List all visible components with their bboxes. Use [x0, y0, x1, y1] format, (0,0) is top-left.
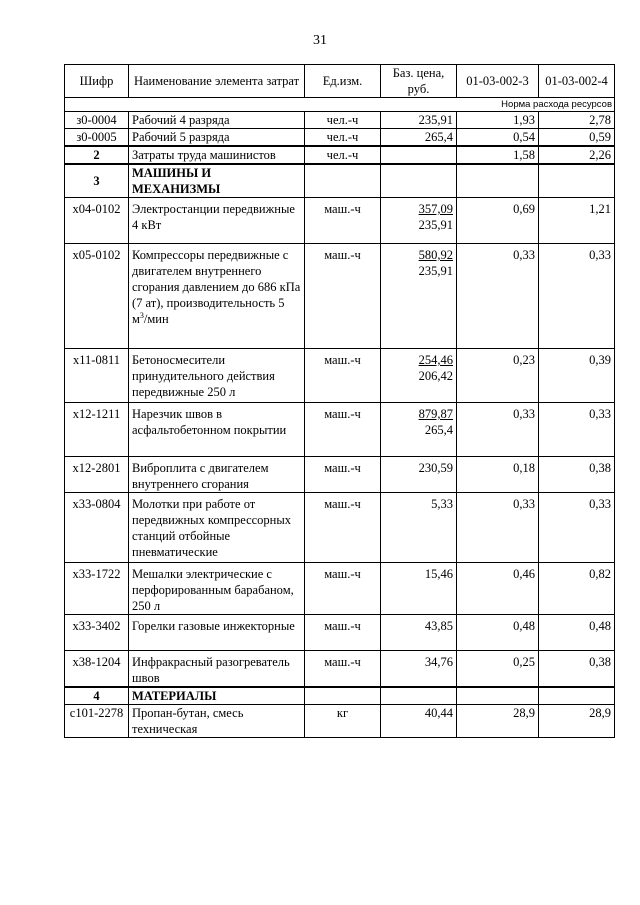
row-name: Затраты труда машинистов	[129, 146, 305, 164]
row-price: 230,59	[381, 457, 457, 493]
row-code: х05-0102	[65, 244, 129, 349]
table-row	[65, 563, 615, 615]
table-row	[65, 112, 615, 129]
row-value-1: 0,33	[457, 244, 539, 349]
row-value-1: 1,58	[457, 146, 539, 164]
header-code: Шифр	[65, 65, 129, 98]
row-value-2: 0,33	[539, 244, 615, 349]
section-number: 4	[65, 687, 129, 705]
table-row	[65, 705, 615, 738]
row-code: з0-0005	[65, 129, 129, 147]
row-value-1: 0,48	[457, 615, 539, 651]
row-unit: кг	[305, 705, 381, 738]
row-unit: маш.-ч	[305, 349, 381, 403]
row-value-1: 0,23	[457, 349, 539, 403]
table-row	[65, 129, 615, 147]
row-value-1: 0,25	[457, 651, 539, 688]
price-main: 879,87	[418, 407, 453, 421]
row-value-1: 0,46	[457, 563, 539, 615]
row-name-text: Компрессоры передвижные с двигателем внутреннего сгорания давлением до 686 кПа (7 ат), производительность 5 м	[132, 248, 301, 326]
price-main: 254,46	[418, 353, 453, 367]
row-name: Виброплита с двигателем внутреннего сгорания	[129, 457, 305, 493]
row-name-suffix: /мин	[143, 312, 169, 326]
row-value-1: 0,69	[457, 198, 539, 244]
row-unit: маш.-ч	[305, 615, 381, 651]
row-price: 34,76	[381, 651, 457, 688]
row-value-1: 0,18	[457, 457, 539, 493]
table-row	[65, 146, 615, 164]
row-name: Рабочий 4 разряда	[129, 112, 305, 129]
row-name: Инфракрасный разогреватель швов	[129, 651, 305, 688]
row-code: с101-2278	[65, 705, 129, 738]
price-salary: 206,42	[418, 369, 453, 383]
row-price: 5,33	[381, 493, 457, 563]
row-name: Рабочий 5 разряда	[129, 129, 305, 147]
row-value-2: 2,78	[539, 112, 615, 129]
row-value-2: 0,33	[539, 403, 615, 457]
table-row	[65, 349, 615, 403]
row-value-2: 0,39	[539, 349, 615, 403]
row-unit: маш.-ч	[305, 457, 381, 493]
row-unit: чел.-ч	[305, 112, 381, 129]
row-code: х12-1211	[65, 403, 129, 457]
header-price: Баз. цена, руб.	[381, 65, 457, 98]
section-number: 3	[65, 164, 129, 198]
row-code: х33-1722	[65, 563, 129, 615]
section-header-machines	[65, 164, 615, 198]
row-value-2: 28,9	[539, 705, 615, 738]
row-price: 43,85	[381, 615, 457, 651]
table-row	[65, 198, 615, 244]
section-title: МАТЕРИАЛЫ	[129, 687, 305, 705]
row-price	[381, 244, 457, 349]
row-unit: маш.-ч	[305, 244, 381, 349]
row-code: х33-0804	[65, 493, 129, 563]
section-title: МАШИНЫ И МЕХАНИЗМЫ	[129, 164, 305, 198]
norm-label: Норма расхода ресурсов	[65, 98, 615, 112]
table-row	[65, 493, 615, 563]
row-value-2: 1,21	[539, 198, 615, 244]
row-code: х04-0102	[65, 198, 129, 244]
row-name: Бетоносмесители принудительного действия передвижные 250 л	[129, 349, 305, 403]
table-row	[65, 403, 615, 457]
table-header	[65, 65, 615, 98]
row-value-2: 2,26	[539, 146, 615, 164]
row-value-2: 0,48	[539, 615, 615, 651]
row-price	[381, 198, 457, 244]
row-value-2: 0,82	[539, 563, 615, 615]
row-code: х33-3402	[65, 615, 129, 651]
row-price	[381, 146, 457, 164]
header-col2: 01-03-002-4	[539, 65, 615, 98]
row-name: Пропан-бутан, смесь техническая	[129, 705, 305, 738]
row-price: 235,91	[381, 112, 457, 129]
table-row	[65, 651, 615, 688]
row-name: Электростанции передвижные 4 кВт	[129, 198, 305, 244]
header-name: Наименование элемента затрат	[129, 65, 305, 98]
section-header-materials	[65, 687, 615, 705]
row-value-2: 0,38	[539, 457, 615, 493]
row-price: 265,4	[381, 129, 457, 147]
row-code: х12-2801	[65, 457, 129, 493]
row-value-1: 0,33	[457, 493, 539, 563]
row-name: Горелки газовые инжекторные	[129, 615, 305, 651]
row-price	[381, 403, 457, 457]
row-value-2: 0,33	[539, 493, 615, 563]
row-name-superscript: 3	[139, 310, 144, 320]
row-unit: чел.-ч	[305, 146, 381, 164]
price-main: 580,92	[418, 248, 453, 262]
row-code: х38-1204	[65, 651, 129, 688]
header-col1: 01-03-002-3	[457, 65, 539, 98]
row-code: 2	[65, 146, 129, 164]
header-unit: Ед.изм.	[305, 65, 381, 98]
table-row	[65, 615, 615, 651]
row-unit: маш.-ч	[305, 563, 381, 615]
row-value-1: 28,9	[457, 705, 539, 738]
price-main: 357,09	[418, 202, 453, 216]
row-unit: чел.-ч	[305, 129, 381, 147]
table-row	[65, 244, 615, 349]
row-price: 15,46	[381, 563, 457, 615]
page-number: 31	[313, 33, 327, 48]
row-value-2: 0,59	[539, 129, 615, 147]
row-price	[381, 349, 457, 403]
row-name: Молотки при работе от передвижных компрессорных станций отбойные пневматические	[129, 493, 305, 563]
price-salary: 235,91	[418, 218, 453, 232]
row-name: Нарезчик швов в асфальтобетонном покрытии	[129, 403, 305, 457]
row-value-2: 0,38	[539, 651, 615, 688]
norm-row	[65, 98, 615, 112]
row-value-1: 1,93	[457, 112, 539, 129]
price-salary: 235,91	[418, 264, 453, 278]
row-unit: маш.-ч	[305, 651, 381, 688]
row-code: з0-0004	[65, 112, 129, 129]
row-value-1: 0,54	[457, 129, 539, 147]
row-unit: маш.-ч	[305, 493, 381, 563]
row-name: Мешалки электрические с перфорированным барабаном, 250 л	[129, 563, 305, 615]
table-row	[65, 457, 615, 493]
row-code: х11-0811	[65, 349, 129, 403]
row-unit: маш.-ч	[305, 403, 381, 457]
row-name	[129, 244, 305, 349]
resource-table	[64, 64, 615, 738]
price-salary: 265,4	[424, 423, 453, 437]
row-price: 40,44	[381, 705, 457, 738]
row-unit: маш.-ч	[305, 198, 381, 244]
row-value-1: 0,33	[457, 403, 539, 457]
